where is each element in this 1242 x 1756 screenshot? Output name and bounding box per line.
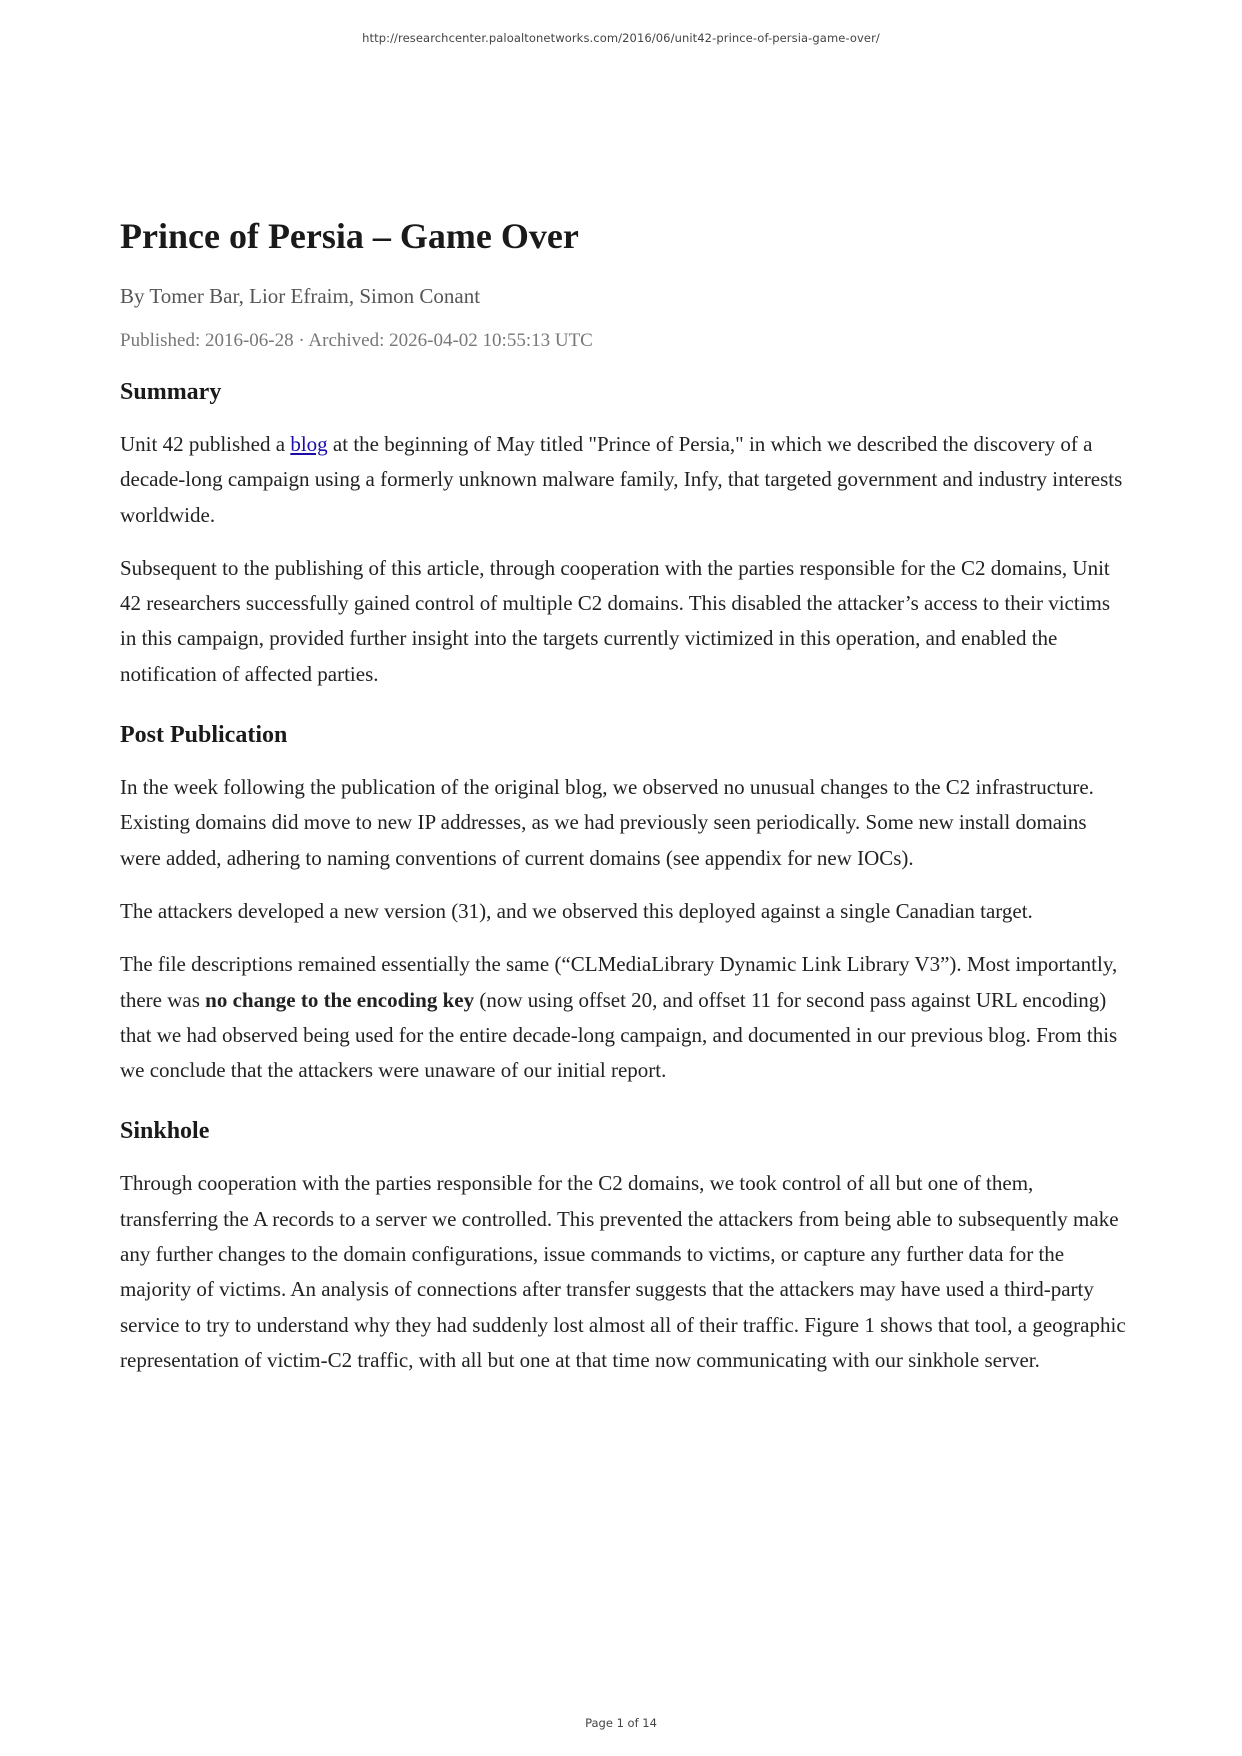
text-run: (now using offset 20, and offset 11 for second pass against URL encoding) that we had observed being used for the entire decade-long campaign, and documented in our previous blog. From this we conclude that the attackers were unaware of our initial report.	[120, 987, 1118, 1083]
page-number-footer: Page 1 of 14	[585, 1716, 657, 1730]
text-run: Unit 42 published a	[120, 432, 291, 456]
article-byline: By Tomer Bar, Lior Efraim, Simon Conant	[120, 284, 481, 308]
section-heading-summary: Summary	[120, 379, 222, 405]
bold-emphasis: no change to the encoding key	[205, 987, 475, 1012]
article-title: Prince of Persia – Game Over	[120, 216, 579, 256]
blog-link[interactable]: blog	[290, 432, 328, 456]
summary-paragraph-2: Subsequent to the publishing of this article, through cooperation with the parties responsible for the C2 domains, Unit 42 researchers successfully gained control of multiple C2 domains. This disabled the attacker’s access to their victims in this campaign, provided further insight into the targets currently victimized in this operation, and enabled the notification of affected parties.	[120, 555, 1111, 686]
post-publication-paragraph-3	[120, 947, 1130, 1088]
article-meta: Published: 2016-06-28 · Archived: 2026-04-02 10:55:13 UTC	[120, 330, 593, 351]
post-publication-paragraph-2: The attackers developed a new version (31), and we observed this deployed against a single Canadian target.	[120, 898, 1033, 923]
text-run: at the beginning of May titled "Prince of Persia," in which we described the discovery of a decade-long campaign using a formerly unknown malware family, Infy, that targeted government and industry interests worldwide.	[120, 432, 1123, 527]
article	[120, 210, 1130, 1378]
sinkhole-paragraph-1: Through cooperation with the parties responsible for the C2 domains, we took control of all but one of them, transferring the A records to a server we controlled. This prevented the attackers from being able to subsequently make any further changes to the domain configurations, issue commands to victims, or capture any further data for the majority of victims. An analysis of connections after transfer suggests that the attackers may have used a third-party service to try to understand why they had suddenly lost almost all of their traffic. Figure 1 shows that tool, a geographic representation of victim-C2 traffic, with all but one at that time now communicating with our sinkhole server.	[120, 1171, 1126, 1372]
text-run: The file descriptions remained essentially the same (“CLMediaLibrary Dynamic Link Library V3”). Most importantly, there was	[120, 952, 1118, 1012]
section-heading-sinkhole: Sinkhole	[120, 1118, 210, 1145]
summary-paragraph-1	[120, 427, 1130, 533]
page-url-header: http://researchcenter.paloaltonetworks.com/2016/06/unit42-prince-of-persia-game-over/	[362, 31, 880, 45]
section-heading-post-publication: Post Publication	[120, 722, 288, 749]
post-publication-paragraph-1: In the week following the publication of the original blog, we observed no unusual changes to the C2 infrastructure. Existing domains did move to new IP addresses, as we had previously seen periodically. Some new install domains were added, adhering to naming conventions of current domains (see appendix for new IOCs).	[120, 775, 1094, 870]
